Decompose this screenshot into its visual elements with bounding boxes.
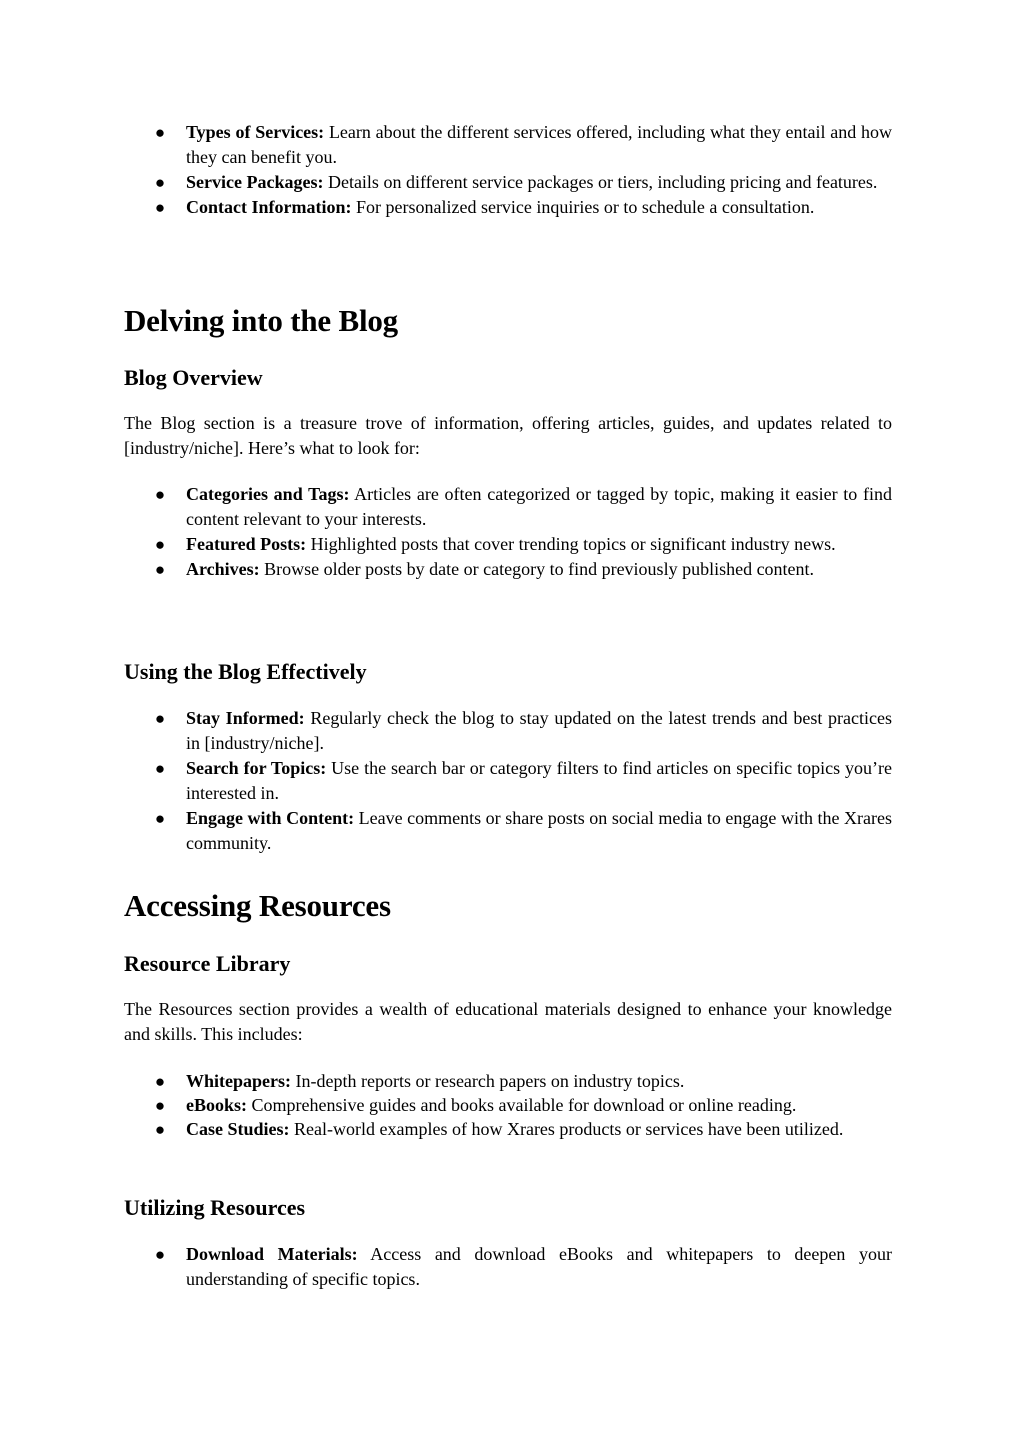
list-item-term: Service Packages: [186, 172, 324, 192]
services-list [124, 120, 892, 220]
bullet-icon: ● [154, 198, 166, 217]
list-item-term: Download Materials: [186, 1244, 358, 1264]
list-item-term: Stay Informed: [186, 708, 305, 728]
list-item-text: Details on different service packages or tiers, including pricing and features. [323, 172, 878, 192]
list-item [124, 756, 892, 806]
list-item-term: Types of Services: [186, 122, 325, 142]
bullet-icon: ● [154, 1120, 166, 1139]
list-item [124, 1069, 892, 1094]
bullet-icon: ● [154, 1096, 166, 1115]
bullet-icon: ● [154, 560, 166, 579]
list-item-text: Highlighted posts that cover trending topics or significant industry news. [306, 534, 836, 554]
resource-library-list [124, 1069, 892, 1142]
list-item [124, 1093, 892, 1118]
services-list-block [124, 120, 892, 220]
list-item [124, 806, 892, 856]
list-item-text: Articles are often categorized or tagged by topic, making it easier to find content relevant to your interests. [186, 484, 893, 529]
list-item [124, 557, 892, 582]
bullet-icon: ● [154, 173, 166, 192]
list-item [124, 532, 892, 557]
utilizing-resources-list [124, 1242, 892, 1292]
list-item [124, 1242, 892, 1292]
list-item-text: Browse older posts by date or category to find previously published content. [259, 559, 815, 579]
list-item-term: Featured Posts: [186, 534, 307, 554]
list-item-term: eBooks: [186, 1095, 248, 1115]
list-item [124, 120, 892, 170]
blog-overview-heading-block [124, 364, 892, 392]
list-item-term: Case Studies: [186, 1119, 290, 1139]
resource-library-paragraph-block [124, 997, 892, 1047]
blog-heading-block [124, 302, 892, 340]
blog-overview-paragraph: The Blog section is a treasure trove of information, offering articles, guides, and updates related to [industry/niche]. Here’s what to look for: [124, 413, 892, 458]
list-item-text: Use the search bar or category filters to find articles on specific topics you’re interested in. [186, 758, 892, 803]
list-item-term: Categories and Tags: [186, 484, 350, 504]
list-item-term: Whitepapers: [186, 1071, 291, 1091]
list-item-text: Real-world examples of how Xrares products or services have been utilized. [289, 1119, 844, 1139]
utilizing-resources-heading-block [124, 1194, 892, 1222]
list-item [124, 170, 892, 195]
blog-overview-list-block [124, 482, 892, 582]
list-item-text: Leave comments or share posts on social media to engage with the Xrares community. [186, 808, 892, 853]
list-item-text: In-depth reports or research papers on industry topics. [291, 1071, 685, 1091]
resource-library-list-block [124, 1069, 892, 1142]
resource-library-paragraph: The Resources section provides a wealth of educational materials designed to enhance your knowledge and skills. This includes: [124, 999, 892, 1044]
bullet-icon: ● [154, 809, 166, 828]
list-item [124, 195, 892, 220]
bullet-icon: ● [154, 485, 166, 504]
list-item-text: For personalized service inquiries or to schedule a consultation. [351, 197, 815, 217]
blog-overview-heading: Blog Overview [124, 365, 263, 390]
list-item-term: Search for Topics: [186, 758, 327, 778]
resources-heading-block [124, 887, 892, 925]
list-item-term: Archives: [186, 559, 260, 579]
list-item-term: Contact Information: [186, 197, 352, 217]
bullet-icon: ● [154, 123, 166, 142]
list-item-text: Regularly check the blog to stay updated on the latest trends and best practices in [industry/niche]. [186, 708, 892, 753]
list-item-text: Access and download eBooks and whitepapers to deepen your understanding of specific topics. [186, 1244, 893, 1289]
list-item-text: Comprehensive guides and books available for download or online reading. [247, 1095, 797, 1115]
blog-overview-paragraph-block [124, 411, 892, 461]
list-item [124, 482, 892, 532]
blog-section-heading: Delving into the Blog [124, 303, 398, 338]
utilizing-resources-list-block [124, 1242, 892, 1292]
list-item [124, 706, 892, 756]
list-item-text: Learn about the different services offered, including what they entail and how they can benefit you. [186, 122, 892, 167]
blog-effective-heading: Using the Blog Effectively [124, 659, 367, 684]
blog-effective-list [124, 706, 892, 856]
bullet-icon: ● [154, 1072, 166, 1091]
blog-effective-heading-block [124, 658, 892, 686]
bullet-icon: ● [154, 1245, 166, 1264]
bullet-icon: ● [154, 709, 166, 728]
bullet-icon: ● [154, 759, 166, 778]
utilizing-resources-heading: Utilizing Resources [124, 1195, 306, 1220]
resource-library-heading-block [124, 950, 892, 978]
bullet-icon: ● [154, 535, 166, 554]
blog-effective-list-block [124, 706, 892, 856]
blog-overview-list [124, 482, 892, 582]
list-item-term: Engage with Content: [186, 808, 355, 828]
list-item [124, 1117, 892, 1142]
resources-section-heading: Accessing Resources [124, 888, 391, 923]
resource-library-heading: Resource Library [124, 951, 291, 976]
